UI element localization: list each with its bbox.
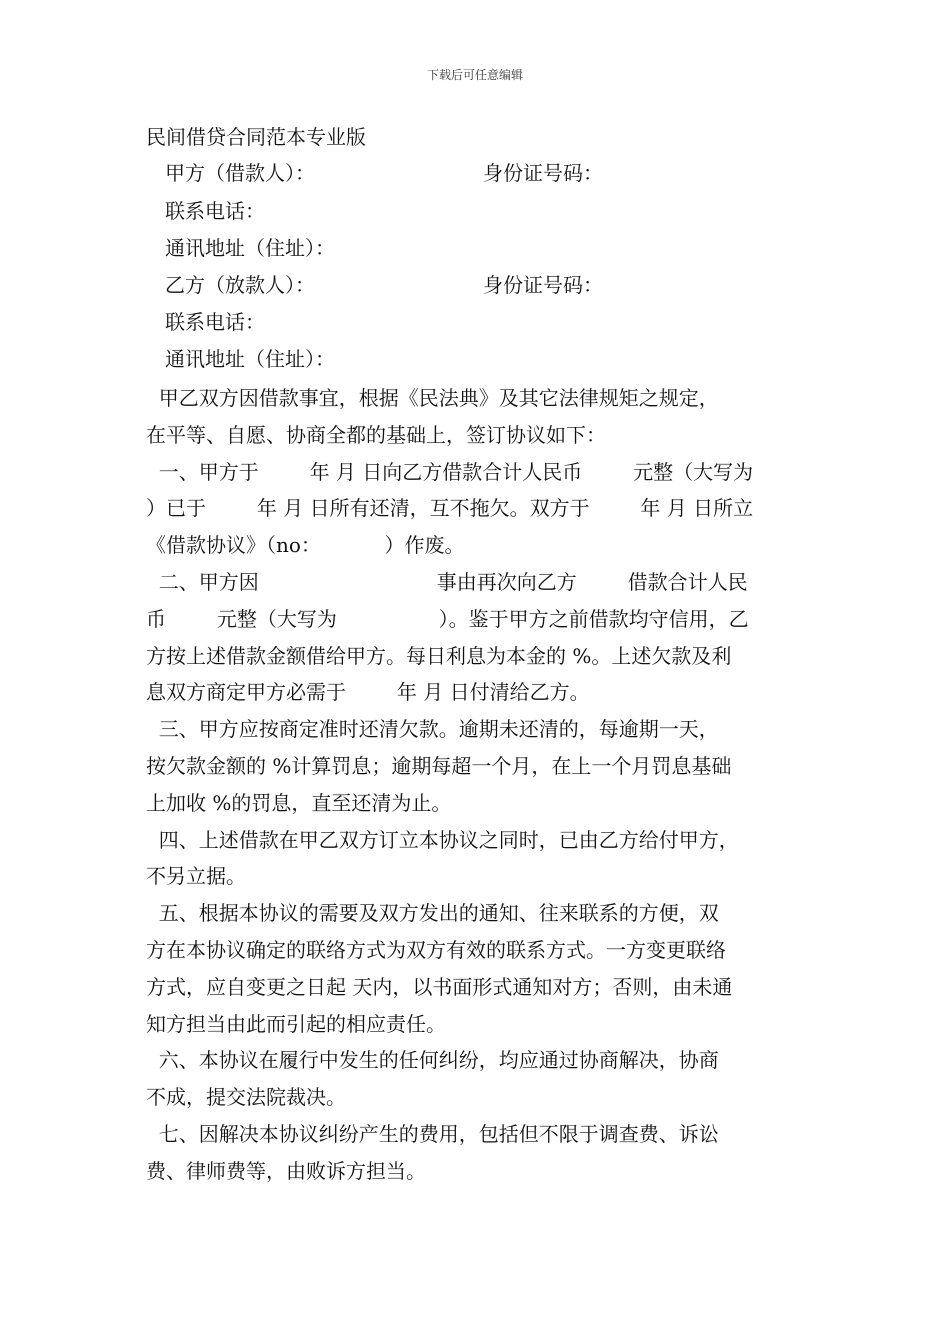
clause-line: 不成，提交法院裁决。 [146,1085,346,1110]
party-b-address-label: 通讯地址（住址）： [165,347,335,371]
document-title: 民间借贷合同范本专业版 [146,125,366,149]
clause-6 [146,1042,814,1116]
party-a-id-label: 身份证号码： [483,161,603,185]
clause-line: 币 元整（大写为 ）。鉴于甲方之前借款均守信用，乙 [146,606,749,631]
party-b-address-line [165,344,335,374]
clause-1 [146,454,814,564]
party-b-phone-line [165,307,265,337]
party-a-name-label: 甲方（借款人）： [165,161,315,185]
party-b-phone-label: 联系电话： [165,310,265,334]
clause-line: 四、上述借款在甲乙双方订立本协议之同时，已由乙方给付甲方， [146,827,739,852]
party-a-phone-label: 联系电话： [165,199,265,223]
clause-line: 按欠款金额的 %计算罚息；逾期每超一个月，在上一个月罚息基础 [146,753,732,778]
clause-line: ）已于 年 月 日所有还清，互不拖欠。双方于 年 月 日所立 [146,496,754,521]
party-b-id-label: 身份证号码： [483,273,603,297]
clause-line: 方在本协议确定的联络方式为双方有效的联系方式。一方变更联络 [146,937,726,962]
clause-line: 方按上述借款金额借给甲方。每日利息为本金的 %。上述欠款及利 [146,643,732,668]
clause-line: 《借款协议》（no： ）作废。 [146,533,465,558]
clause-2 [146,564,814,711]
clause-preamble [146,380,814,454]
clause-line: 五、根据本协议的需要及双方发出的通知、往来联系的方便，双 [146,901,719,926]
clause-4 [146,822,814,896]
clause-line: 甲乙双方因借款事宜，根据《民法典》及其它法律规矩之规定， [146,386,719,410]
clause-line: 七、因解决本协议纠纷产生的费用，包括但不限于调查费、诉讼 [146,1121,719,1146]
party-a-address-label: 通讯地址（住址）： [165,236,335,260]
clause-line: 六、本协议在履行中发生的任何纠纷，均应通过协商解决，协商 [146,1048,719,1073]
clause-line: 在平等、自愿、协商全都的基础上，签订协议如下： [146,422,606,447]
party-b-name-label: 乙方（放款人）： [165,273,315,297]
header-note: 下载后可任意编辑 [426,68,523,82]
party-a-name-line [165,158,603,188]
clause-5 [146,895,814,1042]
party-a-address-line [165,233,335,263]
clause-line: 方式，应自变更之日起 天内，以书面形式通知对方；否则，由未通 [146,974,733,999]
clause-line: 不另立据。 [146,864,246,889]
clause-line: 息双方商定甲方必需于 年 月 日付清给乙方。 [146,680,590,705]
clause-7 [146,1116,814,1190]
clause-line: 知方担当由此而引起的相应责任。 [146,1011,446,1036]
clause-line: 二、甲方因 事由再次向乙方 借款合计人民 [146,569,748,594]
contract-clauses [146,380,814,1190]
party-b-name-line [165,270,603,300]
party-a-phone-line [165,196,265,226]
clause-line: 费、律师费等，由败诉方担当。 [146,1158,426,1183]
clause-line: 上加收 %的罚息，直至还清为止。 [146,790,452,815]
clause-line: 一、甲方于 年 月 日向乙方借款合计人民币 元整（大写为 [146,459,754,484]
clause-line: 三、甲方应按商定准时还清欠款。逾期未还清的，每逾期一天， [146,717,719,742]
clause-3 [146,711,814,821]
